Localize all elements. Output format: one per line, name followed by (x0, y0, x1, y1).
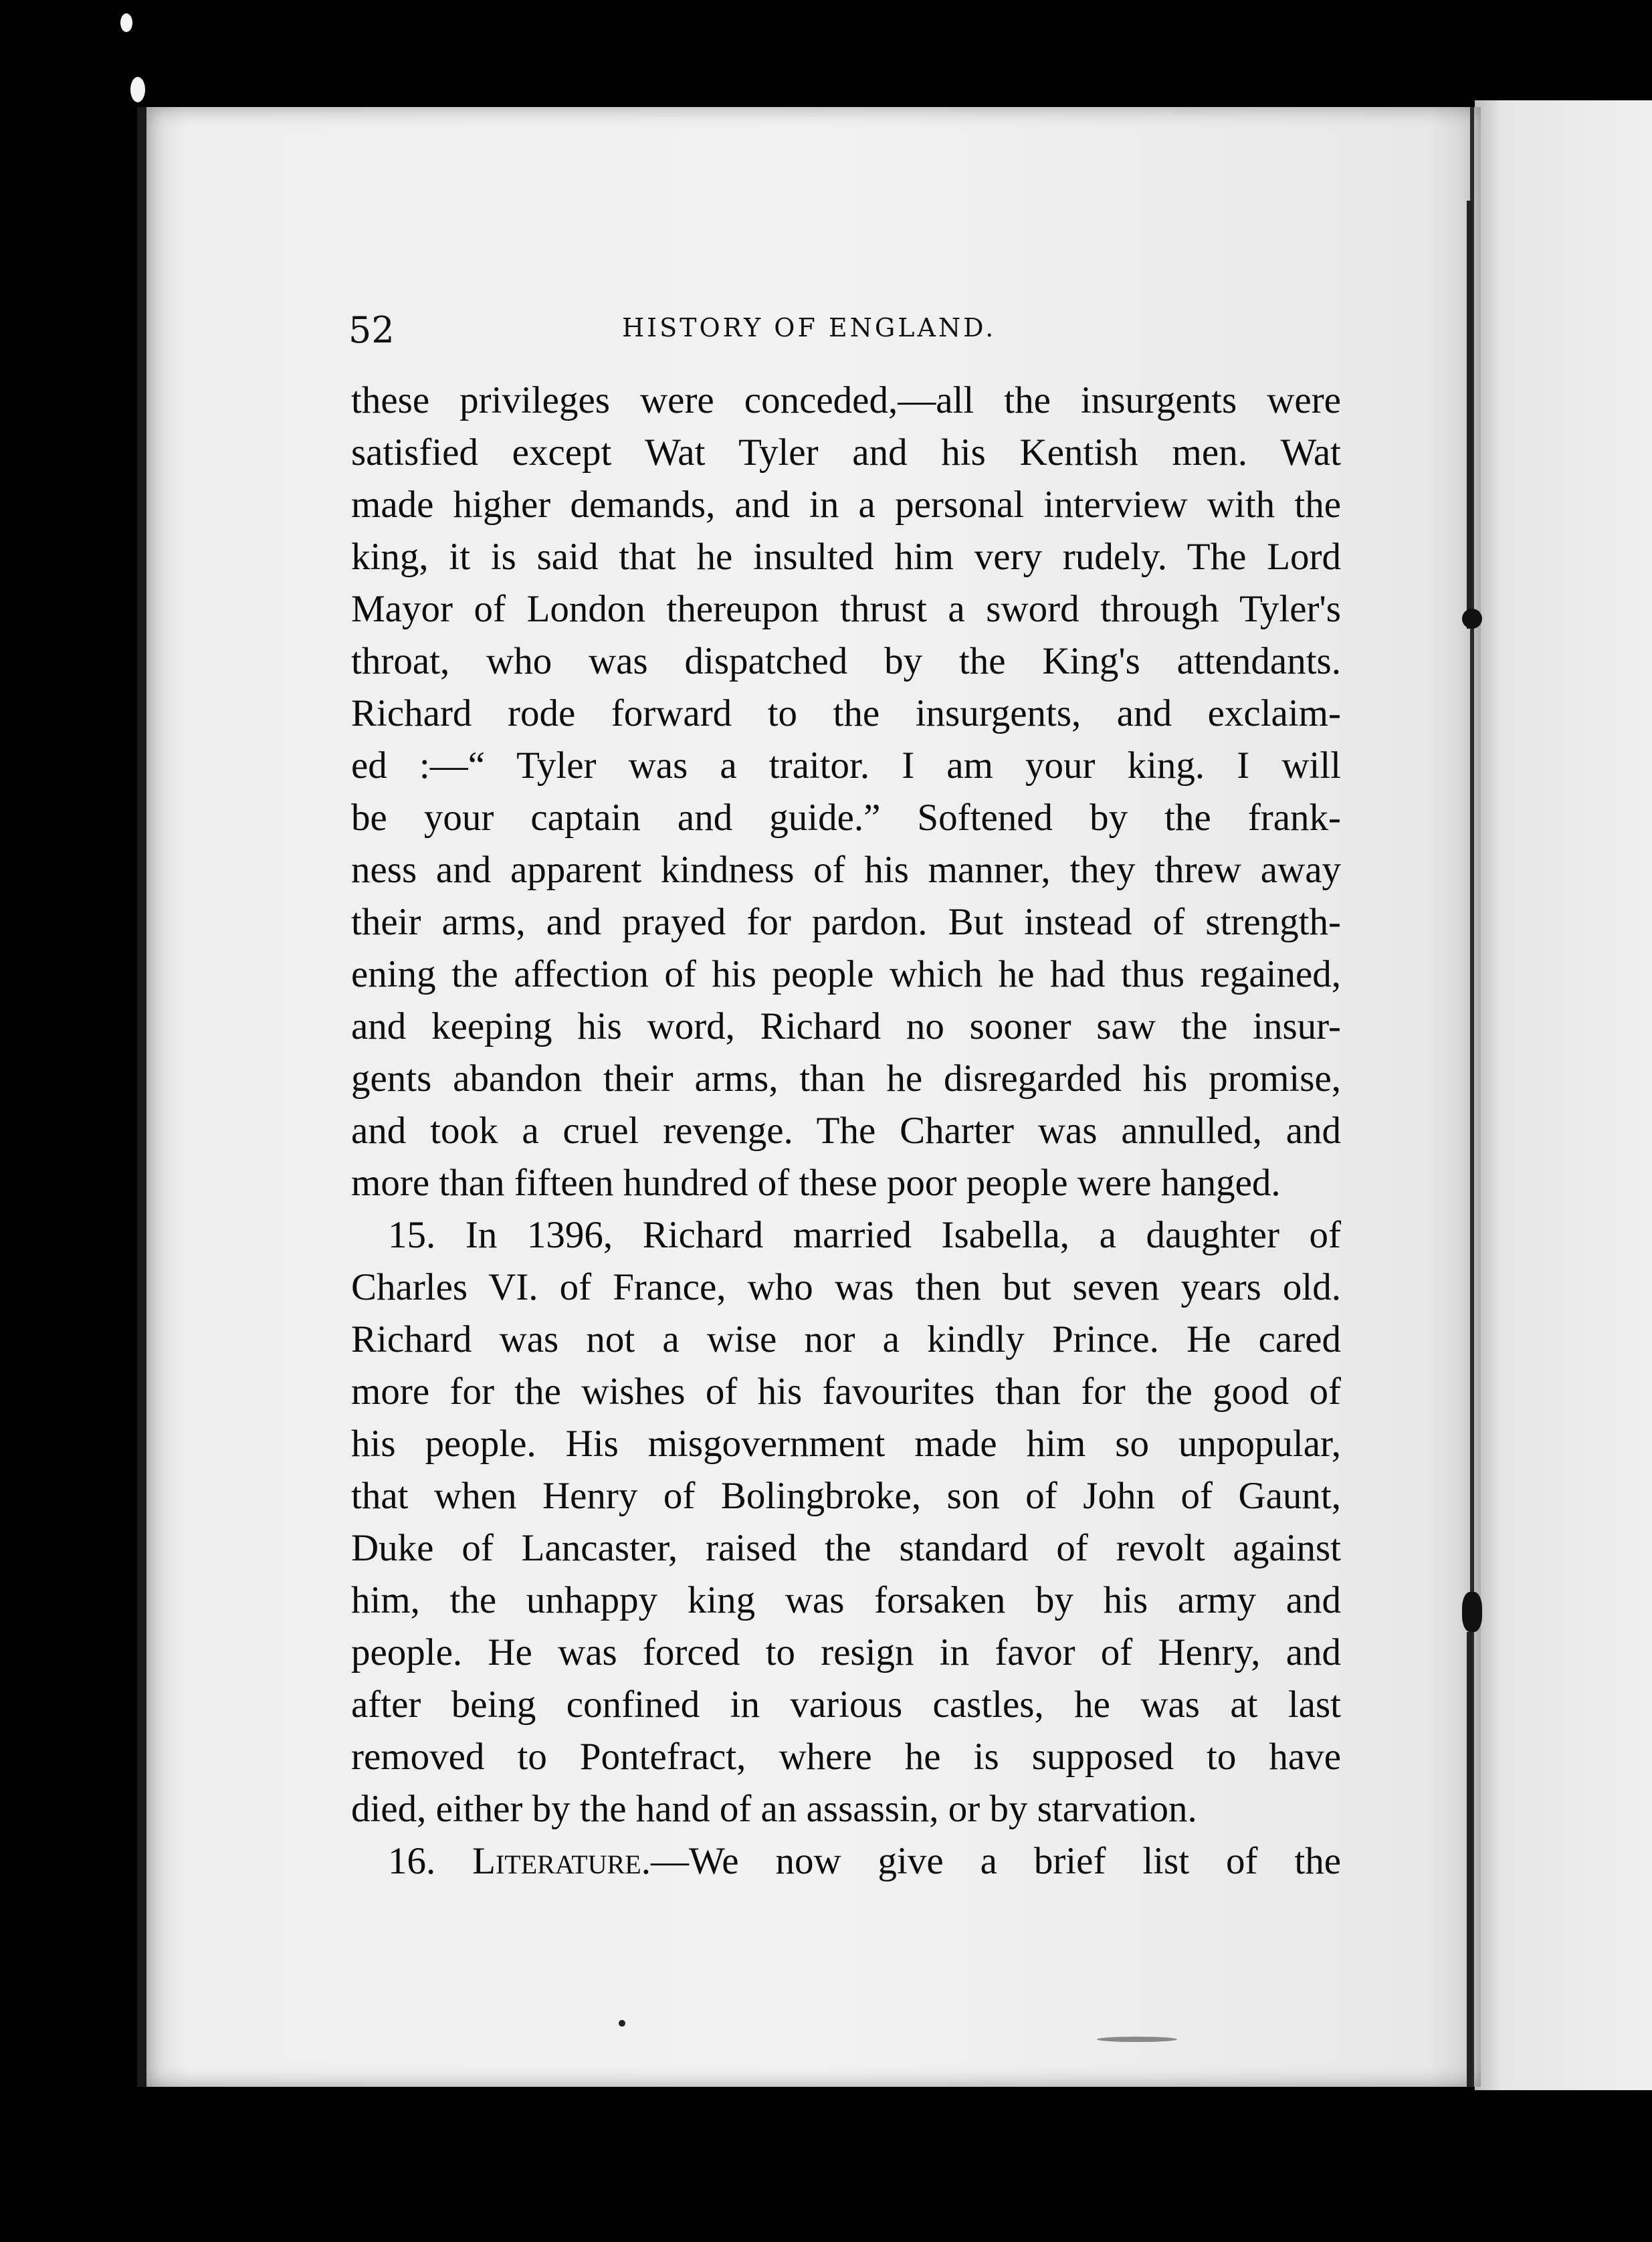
scan-speck (130, 77, 145, 102)
paragraph-15-line: Charles VI. of France, who was then but seven years old. (351, 1266, 1341, 1308)
text-line: ness and apparent kindness of his manner, they threw away (351, 849, 1341, 891)
paragraph-15-line: more for the wishes of his favourites than for the good of (351, 1370, 1341, 1413)
text-line: and took a cruel revenge. The Charter was annulled, and (351, 1110, 1341, 1152)
paragraph-16-text: —We now give a brief list of the (651, 1840, 1341, 1882)
paragraph-15-line: that when Henry of Bolingbroke, son of John of Gaunt, (351, 1475, 1341, 1517)
text-line: made higher demands, and in a personal interview with the (351, 484, 1341, 526)
running-head-title: HISTORY OF ENGLAND. (622, 313, 997, 342)
paragraph-15-line: 15. In 1396, Richard married Isabella, a daughter of (388, 1214, 1341, 1256)
paragraph-16-number: 16. (388, 1840, 436, 1882)
text-line: king, it is said that he insulted him very rudely. The Lord (351, 536, 1341, 578)
body-text (351, 375, 1341, 1888)
text-line: be your captain and guide.” Softened by the frank- (351, 797, 1341, 839)
adjacent-page-edge (1475, 100, 1652, 2090)
paragraph-15-line: Duke of Lancaster, raised the standard of revolt against (351, 1527, 1341, 1569)
paragraph-16-line (351, 1835, 1341, 1888)
text-line: Mayor of London thereupon thrust a sword through Tyler's (351, 588, 1341, 630)
binding-thread (1467, 201, 1472, 629)
paragraph-15-line: his people. His misgovernment made him so unpopular, (351, 1423, 1341, 1465)
text-line: and keeping his word, Richard no sooner saw the insur- (351, 1005, 1341, 1047)
page-number: 52 (348, 309, 395, 351)
text-line: ed :—“ Tyler was a traitor. I am your king. I will (351, 744, 1341, 787)
paragraph-15-line: after being confined in various castles, he was at last (351, 1684, 1341, 1726)
text-line: ening the affection of his people which he had thus regained, (351, 953, 1341, 995)
page-speck (619, 2020, 625, 2027)
literature-heading: Literature. (472, 1840, 651, 1882)
text-line: gents abandon their arms, than he disregarded his promise, (351, 1057, 1341, 1100)
paragraph-15-line: Richard was not a wise nor a kindly Prince. He cared (351, 1318, 1341, 1360)
text-line: satisfied except Wat Tyler and his Kentish men. Wat (351, 431, 1341, 474)
paragraph-15-line: him, the unhappy king was forsaken by his army and (351, 1579, 1341, 1621)
text-line: more than fifteen hundred of these poor people were hanged. (351, 1162, 1281, 1204)
paragraph-15-line: died, either by the hand of an assassin, or by starvation. (351, 1788, 1197, 1830)
text-line: Richard rode forward to the insurgents, and exclaim- (351, 692, 1341, 734)
paragraph-15-line: people. He was forced to resign in favor of Henry, and (351, 1631, 1341, 1673)
text-line: these privileges were conceded,—all the insurgents were (351, 379, 1341, 421)
binding-stitch (1462, 1592, 1482, 1632)
binding-thread (1467, 1632, 1472, 2087)
binding-stitch (1462, 609, 1482, 629)
text-line: throat, who was dispatched by the King's attendants. (351, 640, 1341, 682)
scan-speck (1097, 2037, 1177, 2042)
paragraph-15-line: removed to Pontefract, where he is supposed to have (351, 1736, 1341, 1778)
scan-speck (120, 13, 132, 32)
text-line: their arms, and prayed for pardon. But instead of strength- (351, 901, 1341, 943)
